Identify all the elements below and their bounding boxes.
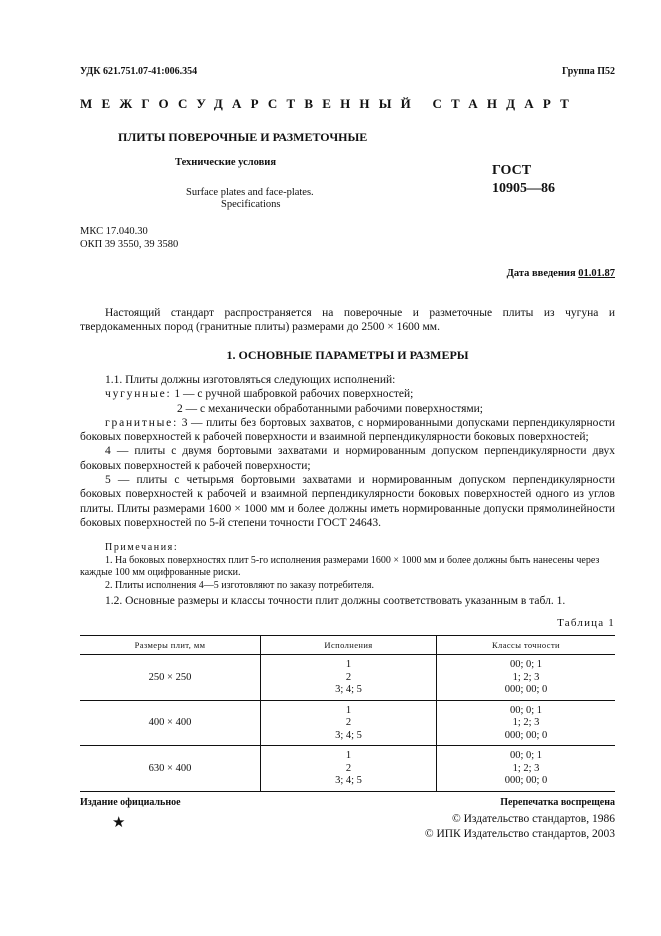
accuracy-value: 00; 0; 1 [509, 704, 543, 716]
accuracy-value: 000; 00; 0 [504, 775, 548, 786]
english-title-line2: Specifications [221, 199, 281, 210]
cast-iron-item-2: 2 — с механически обработанными рабочими поверхностями; [177, 402, 483, 415]
mks-code: МКС 17.040.30 [80, 226, 148, 237]
granite-item-4: 4 — плиты с двумя бортовыми захватами и нормированным допуском перпендикулярности двух боковых поверхностей к рабочей поверхности; [80, 445, 615, 472]
cast-iron-label: чугунные: [105, 388, 172, 401]
table-cell-execution [261, 655, 437, 701]
granite-label: гранитные: [105, 416, 179, 429]
execution-value: 1 [345, 704, 352, 716]
section1-body [80, 373, 615, 530]
udk-code: УДК 621.751.07-41:006.354 [80, 66, 198, 77]
table-cell-size: 250 × 250 [80, 655, 261, 701]
notes-block [80, 542, 615, 592]
note-2: 2. Плиты исполнения 4—5 изготовляют по заказу потребителя. [105, 579, 375, 591]
execution-value: 2 [345, 671, 352, 683]
gost-number: 10905—86 [492, 181, 555, 196]
table-1 [80, 635, 615, 792]
table-row [80, 746, 615, 792]
accuracy-value: 1; 2; 3 [512, 717, 540, 728]
execution-value: 2 [345, 717, 352, 728]
accuracy-value: 000; 00; 0 [504, 729, 548, 741]
cast-iron-item-1-text: 1 — с ручной шабровкой рабочих поверхностей; [171, 388, 414, 401]
table-caption: Таблица 1 [557, 617, 615, 629]
accuracy-value: 1; 2; 3 [512, 671, 540, 683]
accuracy-value: 00; 0; 1 [509, 659, 543, 670]
execution-value: 3; 4; 5 [335, 775, 362, 786]
okp-code: ОКП 39 3550, 39 3580 [80, 239, 179, 250]
copyright-2003: © ИПК Издательство стандартов, 2003 [424, 828, 615, 840]
clause-1-2: 1.2. Основные размеры и классы точности плит должны соответствовать указанным в табл. 1. [105, 595, 566, 607]
table-row [80, 655, 615, 701]
execution-value: 3; 4; 5 [335, 684, 362, 695]
accuracy-value: 000; 00; 0 [504, 684, 548, 695]
execution-value: 3; 4; 5 [335, 729, 362, 741]
effective-date-label: Дата введения [506, 268, 576, 279]
notes-heading: Примечания: [105, 542, 179, 553]
table-header-accuracy: Классы точности [437, 636, 616, 655]
accuracy-value: 1; 2; 3 [512, 762, 540, 774]
table-cell-accuracy [437, 700, 616, 746]
table-header-execution: Исполнения [261, 636, 437, 655]
section-heading: 1. ОСНОВНЫЕ ПАРАМЕТРЫ И РАЗМЕРЫ [226, 348, 469, 362]
classification-codes [80, 225, 178, 251]
group-code: Группа П52 [562, 66, 615, 77]
table-cell-accuracy [437, 746, 616, 792]
cast-iron-item-1 [80, 387, 615, 401]
effective-date-value: 01.01.87 [578, 268, 615, 279]
copyright-1986: © Издательство стандартов, 1986 [451, 813, 615, 825]
execution-value: 2 [345, 762, 352, 774]
note-1: 1. На боковых поверхностях плит 5-го исполнения размерами 1600 × 1000 мм и более должны быть нанесены через каждые 100 мм оцифрованные риски. [80, 554, 600, 578]
document-subtitle: Технические условия [175, 157, 277, 168]
gost-designation [492, 162, 555, 198]
execution-value: 1 [345, 750, 352, 761]
accuracy-value: 00; 0; 1 [509, 750, 543, 761]
english-title-line1: Surface plates and face-plates. [186, 187, 314, 198]
table-cell-execution [261, 746, 437, 792]
granite-item-5: 5 — плиты с четырьмя бортовыми захватами и нормированным допуском перпендикулярности боковых поверхностей к рабочей и взаимной перпендикулярности боковых поверхностей одного из углов плиты. Плиты размерами 1600 × 1000 мм и более должны иметь нормированные допуски прямолинейности боковых поверхностей по 5-й степени точности ГОСТ 24643. [80, 474, 615, 529]
intro-paragraph: Настоящий стандарт распространяется на поверочные и разметочные плиты из чугуна и твердокаменных пород (гранитные плиты) размерами до 2500 × 1600 мм. [80, 307, 615, 334]
granite-item-3 [80, 416, 615, 445]
execution-value: 1 [345, 659, 352, 670]
effective-date [507, 268, 615, 279]
reprint-prohibited-label: Перепечатка воспрещена [500, 797, 615, 808]
table-header-size: Размеры плит, мм [80, 636, 261, 655]
table-row [80, 700, 615, 746]
official-edition-label: Издание официальное [80, 797, 181, 808]
table-cell-size: 400 × 400 [80, 700, 261, 746]
table-cell-size: 630 × 400 [80, 746, 261, 792]
granite-item-3-text: 3 — плиты без бортовых захватов, с нормированными допусками перпендикулярности боковых поверхностей к рабочей поверхности и взаимной перпендикулярности боковых поверхностей; [80, 416, 615, 444]
gost-label: ГОСТ [492, 163, 532, 178]
table-cell-execution [261, 700, 437, 746]
table-cell-accuracy [437, 655, 616, 701]
clause-1-1: 1.1. Плиты должны изготовляться следующих исполнений: [105, 374, 396, 386]
document-title: ПЛИТЫ ПОВЕРОЧНЫЕ И РАЗМЕТОЧНЫЕ [118, 130, 368, 144]
copyright-block [425, 812, 615, 842]
standard-band: МЕЖГОСУДАРСТВЕННЫЙ СТАНДАРТ [80, 96, 579, 111]
table-header-row [80, 636, 615, 655]
star-icon: ★ [112, 815, 126, 831]
